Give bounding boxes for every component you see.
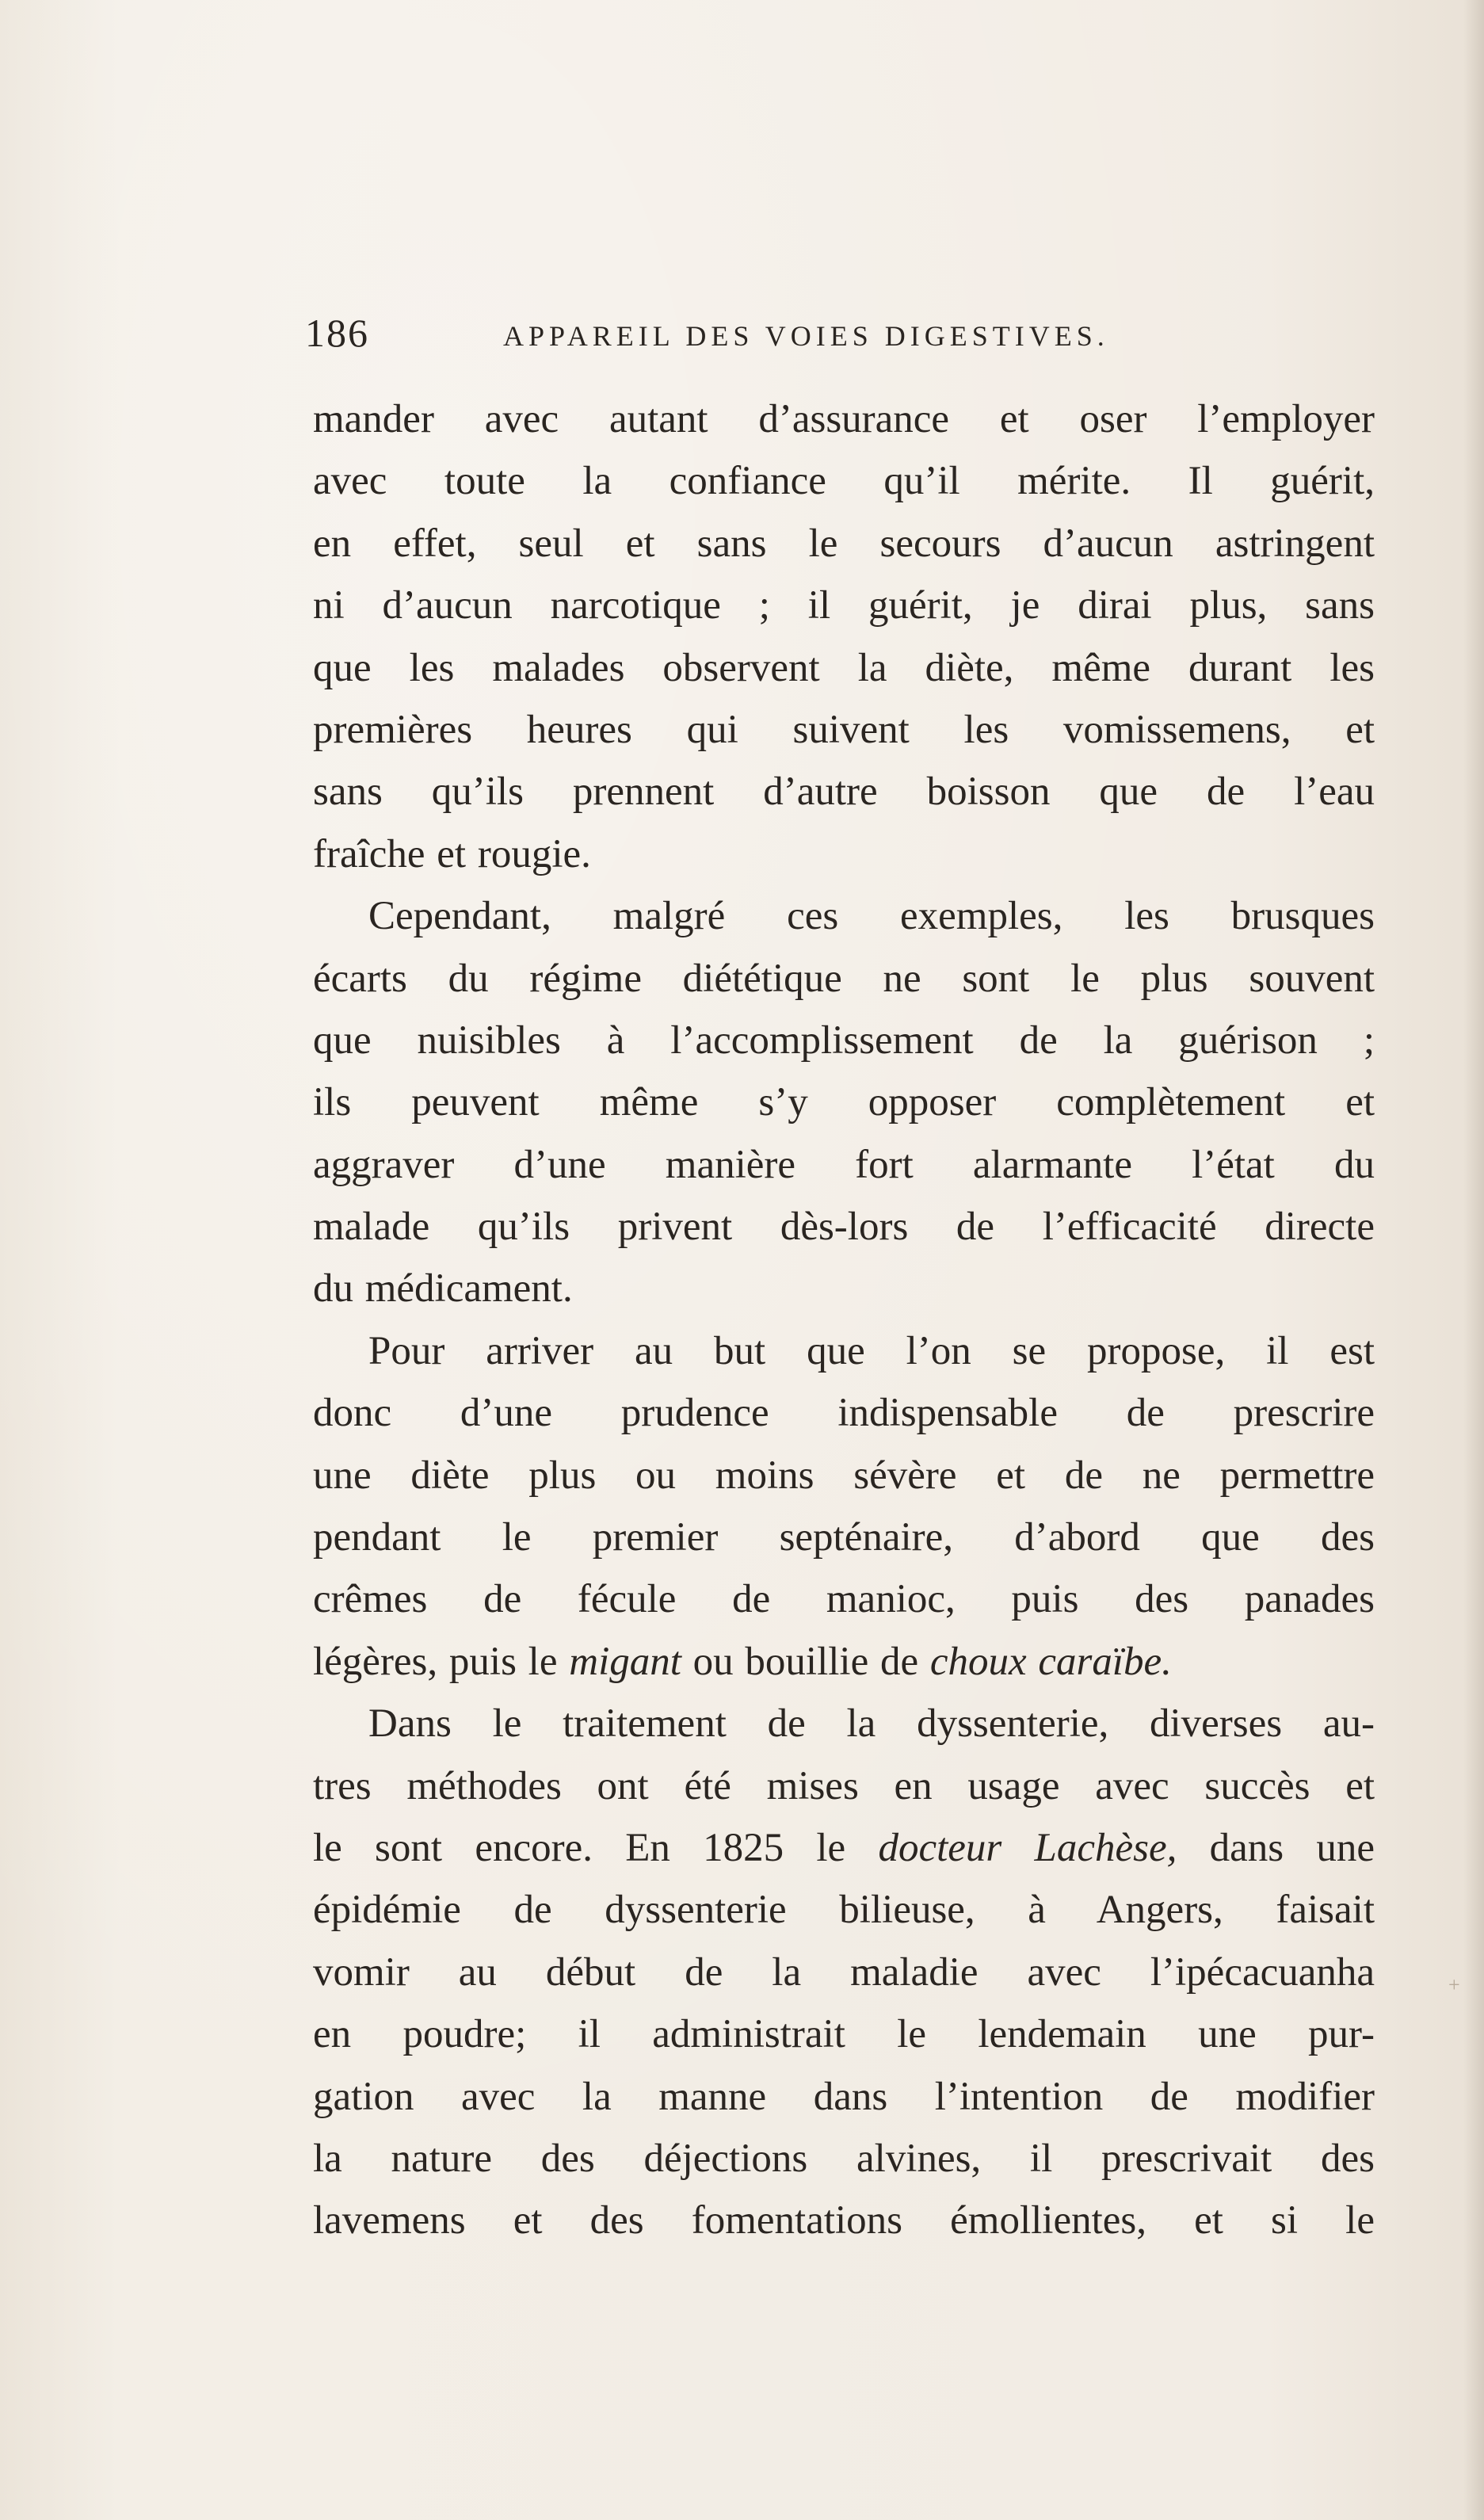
text-line: gation avec la manne dans l’intention de modifier: [313, 2074, 1375, 2119]
text-line: ni d’aucun narcotique ; il guérit, je dirai plus, sans: [313, 583, 1375, 628]
text-line: avec toute la confiance qu’il mérite. Il guérit,: [313, 459, 1375, 504]
text-line: du médicament.: [313, 1266, 573, 1312]
body-text: [313, 388, 1375, 2252]
margin-smudge: +: [1448, 1973, 1460, 1996]
text-line: Dans le traitement de la dyssenterie, diverses au-: [368, 1701, 1375, 1747]
text-line: épidémie de dyssenterie bilieuse, à Angers, faisait: [313, 1888, 1375, 1933]
text-segment: dans une: [1209, 1825, 1375, 1870]
text-line: donc d’une prudence indispensable de prescrire: [313, 1391, 1375, 1436]
paragraph-3: [313, 1320, 1375, 1693]
text-line: crêmes de fécule de manioc, puis des panades: [313, 1577, 1375, 1622]
text-line: écarts du régime diététique ne sont le plus souvent: [313, 956, 1375, 1001]
text-line: une diète plus ou moins sévère et de ne permettre: [313, 1453, 1375, 1498]
text-segment: ou bouillie de: [692, 1639, 919, 1684]
page-number: 186: [305, 311, 369, 355]
paragraph-1: [313, 388, 1375, 885]
text-segment: légères, puis le: [313, 1639, 558, 1684]
paragraph-4: [313, 1693, 1375, 2252]
text-line-mixed: [313, 1817, 1375, 1879]
running-head: [0, 305, 1484, 361]
text-line: Pour arriver au but que l’on se propose, il est: [368, 1328, 1375, 1373]
text-line: sans qu’ils prennent d’autre boisson que de l’eau: [313, 769, 1375, 815]
italic-term: migant: [569, 1639, 681, 1684]
text-line-mixed: [313, 1631, 1375, 1693]
text-line: aggraver d’une manière fort alarmante l’état du: [313, 1142, 1375, 1187]
text-segment: le sont encore. En 1825 le: [313, 1825, 846, 1870]
text-line: que nuisibles à l’accomplissement de la guérison ;: [313, 1018, 1375, 1063]
paragraph-2: [313, 885, 1375, 1320]
text-line: ils peuvent même s’y opposer complètement et: [313, 1080, 1375, 1125]
running-title: APPAREIL DES VOIES DIGESTIVES.: [503, 320, 1109, 352]
text-line: la nature des déjections alvines, il prescrivait des: [313, 2136, 1375, 2181]
text-line: Cependant, malgré ces exemples, les brusques: [368, 894, 1375, 939]
text-line: lavemens et des fomentations émollientes, et si le: [313, 2198, 1375, 2243]
text-line: en effet, seul et sans le secours d’aucun astringent: [313, 521, 1375, 566]
text-line: premières heures qui suivent les vomissemens, et: [313, 707, 1375, 752]
text-line: vomir au début de la maladie avec l’ipécacuanha: [313, 1949, 1375, 1995]
text-line: malade qu’ils privent dès-lors de l’efficacité directe: [313, 1205, 1375, 1250]
text-line: pendant le premier septénaire, d’abord que des: [313, 1515, 1375, 1560]
italic-term: choux caraïbe.: [929, 1639, 1172, 1684]
page-edge-shadow: [1463, 0, 1484, 2520]
text-line: mander avec autant d’assurance et oser l’employer: [313, 397, 1375, 441]
italic-name: docteur Lachèse,: [878, 1825, 1177, 1870]
text-line: fraîche et rougie.: [313, 831, 591, 876]
text-line: tres méthodes ont été mises en usage avec succès et: [313, 1763, 1375, 1808]
text-line: que les malades observent la diète, même durant les: [313, 645, 1375, 690]
text-line: en poudre; il administrait le lendemain une pur-: [313, 2012, 1375, 2057]
